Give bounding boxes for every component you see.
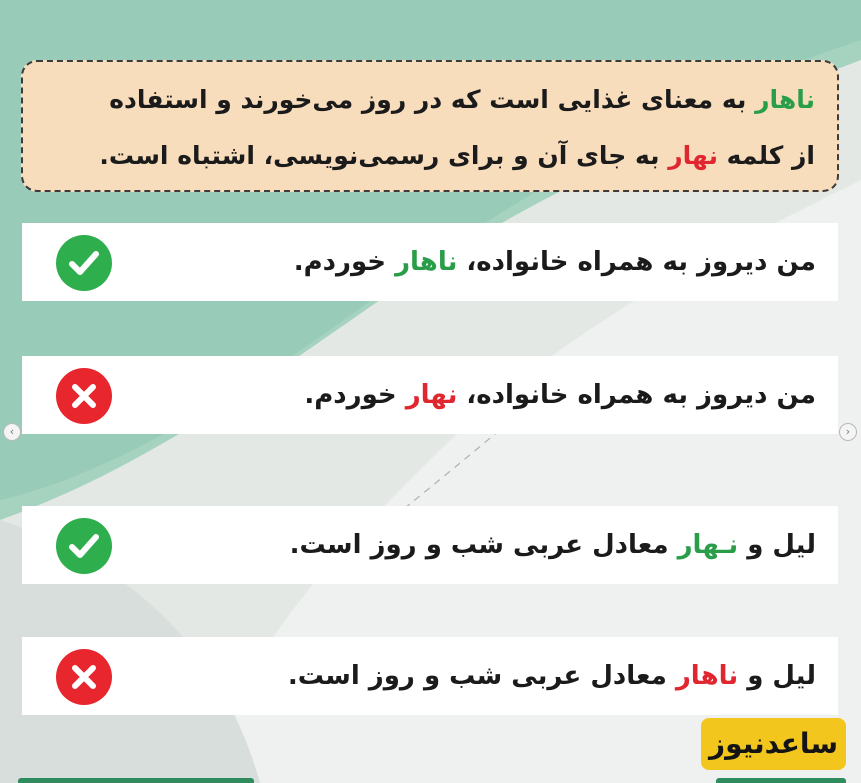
x-circle-icon	[56, 649, 112, 705]
check-circle-icon	[56, 518, 112, 574]
bottom-accent-right	[716, 778, 846, 783]
sentence-keyword: ناهار	[675, 661, 739, 691]
bottom-accent-left	[18, 778, 254, 783]
sentence-after: خوردم.	[293, 247, 396, 277]
sentence-after: خوردم.	[304, 380, 406, 410]
sentence-after: معادل عربی شب و روز است.	[289, 530, 678, 560]
note-line-1	[41, 72, 815, 128]
example-sentence	[294, 223, 816, 301]
note-line-2-start: از کلمه	[717, 141, 815, 170]
sentence-before: لیل و	[738, 530, 816, 560]
check-circle-icon	[56, 235, 112, 291]
sentence-before: من دیروز به همراه خانواده،	[457, 247, 816, 277]
x-circle-icon	[56, 368, 112, 424]
example-row-3	[22, 506, 838, 584]
note-line-1-text: به معنای غذایی است که در روز می‌خورند و استفاده	[109, 85, 756, 114]
example-row-2	[22, 356, 838, 434]
example-sentence	[304, 356, 816, 434]
carousel-prev-button[interactable]: ‹	[3, 423, 21, 441]
example-row-1	[22, 223, 838, 301]
note-keyword-wrong: نهار	[668, 141, 718, 170]
carousel-next-button[interactable]: ›	[839, 423, 857, 441]
example-sentence	[290, 506, 816, 584]
sentence-before: من دیروز به همراه خانواده،	[457, 380, 816, 410]
example-row-4	[22, 637, 838, 715]
site-logo: ساعدنیوز	[701, 718, 846, 770]
note-keyword-correct: ناهار	[755, 85, 815, 114]
note-line-2	[41, 128, 815, 184]
note-line-2-text: به جای آن و برای رسمی‌نویسی، اشتباه است.	[99, 141, 669, 170]
sentence-before: لیل و	[738, 661, 816, 691]
sentence-keyword: ناهار	[395, 247, 458, 277]
sentence-keyword: نهار	[405, 380, 458, 410]
sentence-keyword: نـهار	[677, 530, 739, 560]
definition-note	[21, 60, 839, 192]
example-sentence	[288, 637, 816, 715]
sentence-after: معادل عربی شب و روز است.	[287, 661, 676, 691]
